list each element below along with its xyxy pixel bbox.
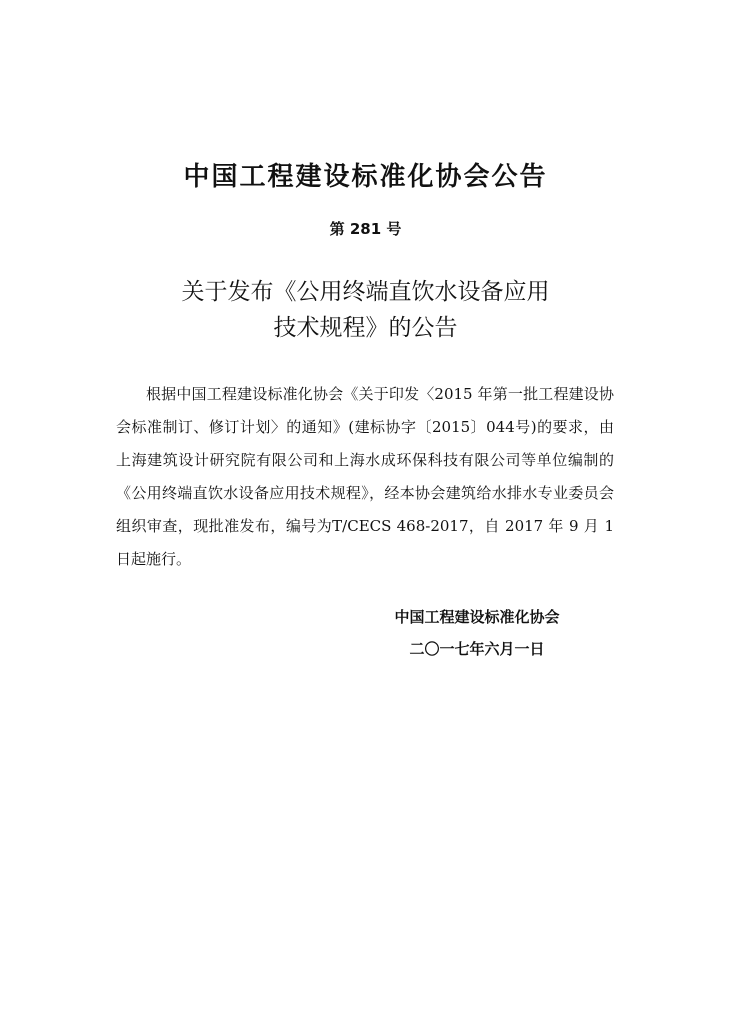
issue-date: 二〇一七年六月一日 [409,640,545,658]
notice-subject [0,274,731,346]
issuer-name: 中国工程建设标准化协会 [394,608,560,626]
subject-line-1: 关于发布《公用终端直饮水设备应用 [181,279,550,305]
org-title: 中国工程建设标准化协会公告 [183,162,548,192]
body-paragraph: 根据中国工程建设标准化协会《关于印发〈2015 年第一批工程建设协会标准制订、修订计划〉的通知》(建标协字〔2015〕044号)的要求，由上海建筑设计研究院有限公司和上海水成环保科技有限公司等单位编制的《公用终端直饮水设备应用技术规程》，经本协会建筑给水排水专业委员会组织审查，现批准发布，编号为T/CECS 468-2017，自 2017 年 9 月 1 日起施行。 [116,385,614,568]
subject-line-2: 技术规程》的公告 [273,315,458,341]
notice-number: 第 281 号 [329,220,402,238]
signature-block [352,601,602,665]
